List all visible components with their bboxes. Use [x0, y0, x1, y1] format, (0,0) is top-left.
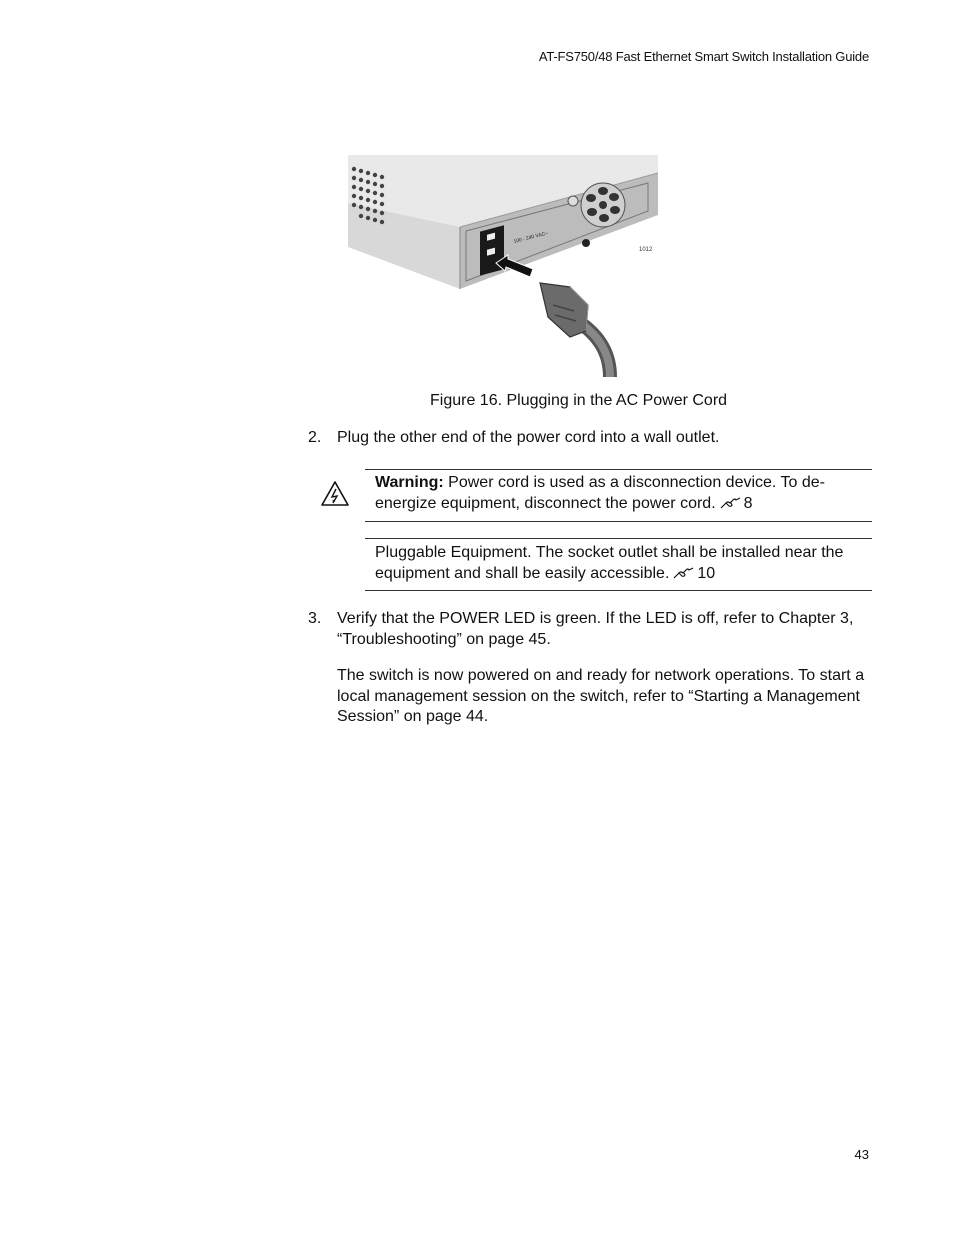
- followup-paragraph: [308, 666, 874, 728]
- pluggable-bottom-rule: [365, 590, 872, 591]
- pointing-hand-icon: [673, 567, 695, 579]
- warning-notice: [375, 473, 875, 514]
- pluggable-ref: 10: [697, 564, 716, 582]
- step-number: 3.: [308, 610, 322, 627]
- step-text: Verify that the POWER LED is green. If the LED is off, refer to Chapter 3, “Troubleshooting” on page 45.: [337, 610, 854, 648]
- warning-label: Warning:: [375, 474, 444, 491]
- warning-ref: 8: [743, 494, 753, 512]
- power-plug: [540, 283, 588, 337]
- power-cord-figure: [348, 155, 658, 377]
- step-text: Plug the other end of the power cord into a wall outlet.: [337, 429, 720, 446]
- pluggable-top-rule: [365, 538, 872, 539]
- step-number: 2.: [308, 429, 322, 446]
- warning-text: Power cord is used as a disconnection device. To de-energize equipment, disconnect the power cord.: [375, 474, 825, 512]
- running-header: AT-FS750/48 Fast Ethernet Smart Switch Installation Guide: [538, 49, 869, 64]
- fan-grille: [581, 183, 625, 227]
- voltage-label: 100 - 240 VAC~: [513, 230, 549, 245]
- pluggable-notice: [375, 543, 875, 584]
- figure-caption: Figure 16. Plugging in the AC Power Cord: [430, 392, 728, 409]
- electrical-warning-icon: [320, 480, 350, 507]
- step-3: [308, 609, 874, 650]
- warning-top-rule: [365, 469, 872, 470]
- pointing-hand-icon: [720, 497, 742, 509]
- step-2: [308, 428, 874, 449]
- figure-id: 1012: [639, 247, 653, 253]
- pluggable-text: Pluggable Equipment. The socket outlet shall be installed near the equipment and shall be easily accessible.: [375, 544, 844, 582]
- page-number: 43: [854, 1147, 869, 1162]
- followup-text: The switch is now powered on and ready for network operations. To start a local management session on the switch, refer to “Starting a Management Session” on page 44.: [337, 667, 865, 725]
- warning-bottom-rule: [365, 521, 872, 522]
